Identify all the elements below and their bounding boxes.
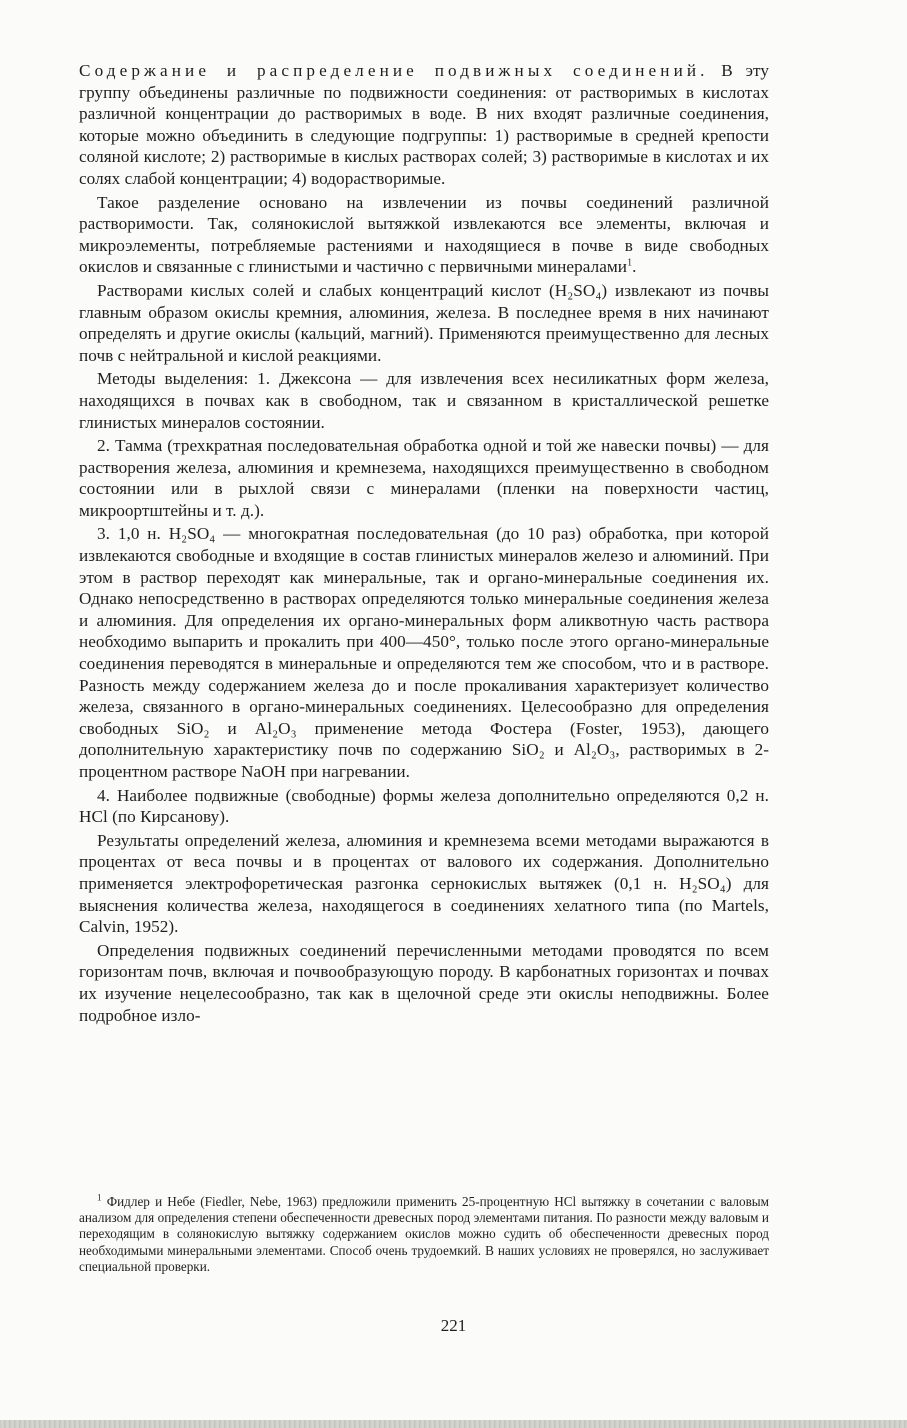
paragraph-7: 4. Наиболее подвижные (свободные) формы железа дополнительно определяются 0,2 н. HCl (по Кирсанову).	[79, 785, 769, 827]
page-number: 221	[440, 1316, 467, 1335]
footnote	[79, 1194, 769, 1275]
footnote-text: Фидлер и Небе (Fiedler, Nebe, 1963) предложили применить 25-процентную HCl вытяжку в сочетании с валовым анализом для определения степени обеспеченности древесных пород элементами питания. По разности между валовым и переходящим в солянокислую вытяжку содержанием окислов можно судить об обеспеченности древесных пород необходимыми минеральными элементами. Способ очень трудоемкий. В наших условиях не проверялся, но заслуживает специальной проверки.	[79, 1194, 770, 1274]
paragraph-8: Результаты определений железа, алюминия и кремнезема всеми методами выражаются в процентах от веса почвы и в процентах от валового их содержания. Дополнительно применяется электрофоретическая разгонка сернокислых вытяжек (0,1 н. H₂SO₄) для выяснения количества железа, находящегося в соединениях хелатного типа (по Martels, Calvin, 1952).	[79, 830, 769, 937]
footnote-ref[interactable]: 1	[627, 257, 633, 269]
paragraph-9: Определения подвижных соединений перечисленными методами проводятся по всем горизонтам почв, включая и почвообразующую породу. В карбонатных горизонтах и почвах их изучение нецелесообразно, так как в щелочной среде эти окислы неподвижны. Более подробное изло-	[79, 940, 769, 1025]
scan-edge	[0, 1420, 907, 1428]
section-heading: Содержание и распределение подвижных соединений.	[79, 61, 709, 80]
paragraph-6: 3. 1,0 н. H₂SO₄ — многократная последовательная (до 10 раз) обработка, при которой извлекаются свободные и входящие в состав глинистых минералов железо и алюминий. При этом в раствор переходят как минеральные, так и органо-минеральные соединения их. Однако непосредственно в растворах определяются только минеральные соединения железа и алюминия. Для определения их органо-минеральных форм аликвотную часть раствора необходимо выпарить и прокалить при 400—450°, только после этого органо-минеральные соединения переводятся в минеральные и определяются тем же способом, что и в растворе. Разность между содержанием железа до и после прокаливания характеризует количество железа, связанного в органо-минеральных соединениях. Целесообразно для определения свободных SiO₂ и Al₂O₃ применение метода Фостера (Foster, 1953), дающего дополнительную характеристику почв по содержанию SiO₂ и Al₂O₃, растворимых в 2-процентном растворе NaOH при нагревании.	[79, 524, 769, 781]
paragraph-3: Растворами кислых солей и слабых концентраций кислот (H₂SO₄) извлекают из почвы главным образом окислы кремния, алюминия, железа. В последнее время в них начинают определять и другие окислы (кальций, магний). Применяются преимущественно для лесных почв с нейтральной и кислой реакциями.	[79, 280, 769, 365]
footnote-mark: 1	[97, 1192, 102, 1203]
paragraph-1-text: В эту группу объединены различные по подвижности соединения: от растворимых в кислотах различной концентрации до растворимых в воде. В них входят различные соединения, которые можно объединить в следующие подгруппы: 1) растворимые в средней крепости соляной кислоте; 2) растворимые в кислых растворах солей; 3) растворимые в кислотах и их солях слабой концентрации; 4) водорастворимые.	[79, 61, 769, 188]
paragraph-5: 2. Тамма (трехкратная последовательная обработка одной и той же навески почвы) — для растворения железа, алюминия и кремнезема, находящихся преимущественно в свободном состоянии или в рыхлой связи с минералами (пленки на поверхности частиц, микроортштейны и т. д.).	[79, 436, 769, 520]
paragraph-4: Методы выделения: 1. Джексона — для извлечения всех несиликатных форм железа, находящихся в почвах как в свободном, так и связанном в кристаллической решетке глинистых минералов состоянии.	[79, 369, 769, 432]
paragraph-2: Такое разделение основано на извлечении из почвы соединений различной растворимости. Так, солянокислой вытяжкой извлекаются все элементы, включая и микроэлементы, потребляемые растениями и находящиеся в почве в виде свободных окислов и связанные с глинистыми и частично с первичными минералами$^1$.	[79, 192, 769, 277]
body-text	[79, 60, 769, 1028]
paragraph-1	[79, 60, 769, 190]
